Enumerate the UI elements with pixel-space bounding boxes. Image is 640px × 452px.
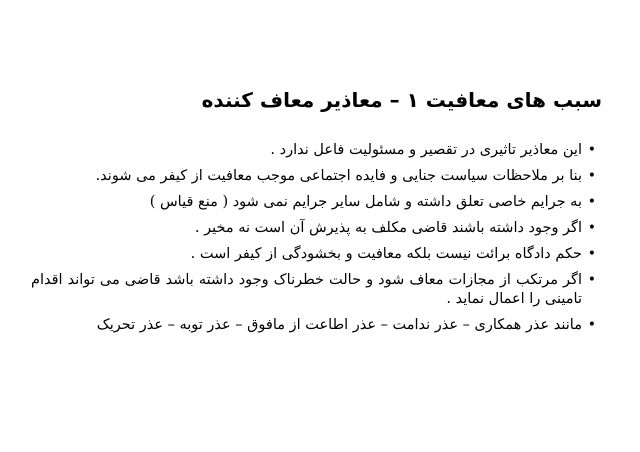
bullet-text: مانند عذر همکاری – عذر ندامت – عذر اطاعت از مافوق – عذر توبه – عذر تحریک [96,317,582,333]
bullet-icon: • [587,272,596,288]
bullet-icon: • [587,317,596,333]
bullet-icon: • [587,220,596,236]
bullet-text: اگر مرتکب از مجازات معاف شود و حالت خطرناک وجود داشته باشد قاضی می تواند اقدام تامینی را اعمال نماید . [31,272,582,307]
bullet-list [31,141,596,342]
bullet-text: بنا بر ملاحظات سیاست جنایی و فایده اجتماعی موجب معافیت از کیفر می شوند. [95,168,582,184]
bullet-icon: • [587,246,596,262]
slide-title: سبب های معافیت ۱ – معاذیر معاف کننده [201,88,602,112]
bullet-item [31,167,596,186]
bullet-item [31,316,596,335]
bullet-item [31,271,596,309]
bullet-icon: • [587,168,596,184]
bullet-text: حکم دادگاه برائت نیست بلکه معافیت و بخشودگی از کیفر است . [190,246,582,262]
bullet-item [31,193,596,212]
bullet-icon: • [587,194,596,210]
bullet-text: به جرایم خاصی تعلق داشته و شامل سایر جرایم نمی شود ( منع قیاس ) [149,194,582,210]
bullet-icon: • [587,142,596,158]
bullet-text: اگر وجود داشته باشند قاضی مکلف به پذیرش آن است نه مخیر . [194,220,582,236]
bullet-item [31,219,596,238]
bullet-item [31,141,596,160]
bullet-item [31,245,596,264]
bullet-text: این معاذیر تاثیری در تقصیر و مسئولیت فاعل ندارد . [270,142,582,158]
